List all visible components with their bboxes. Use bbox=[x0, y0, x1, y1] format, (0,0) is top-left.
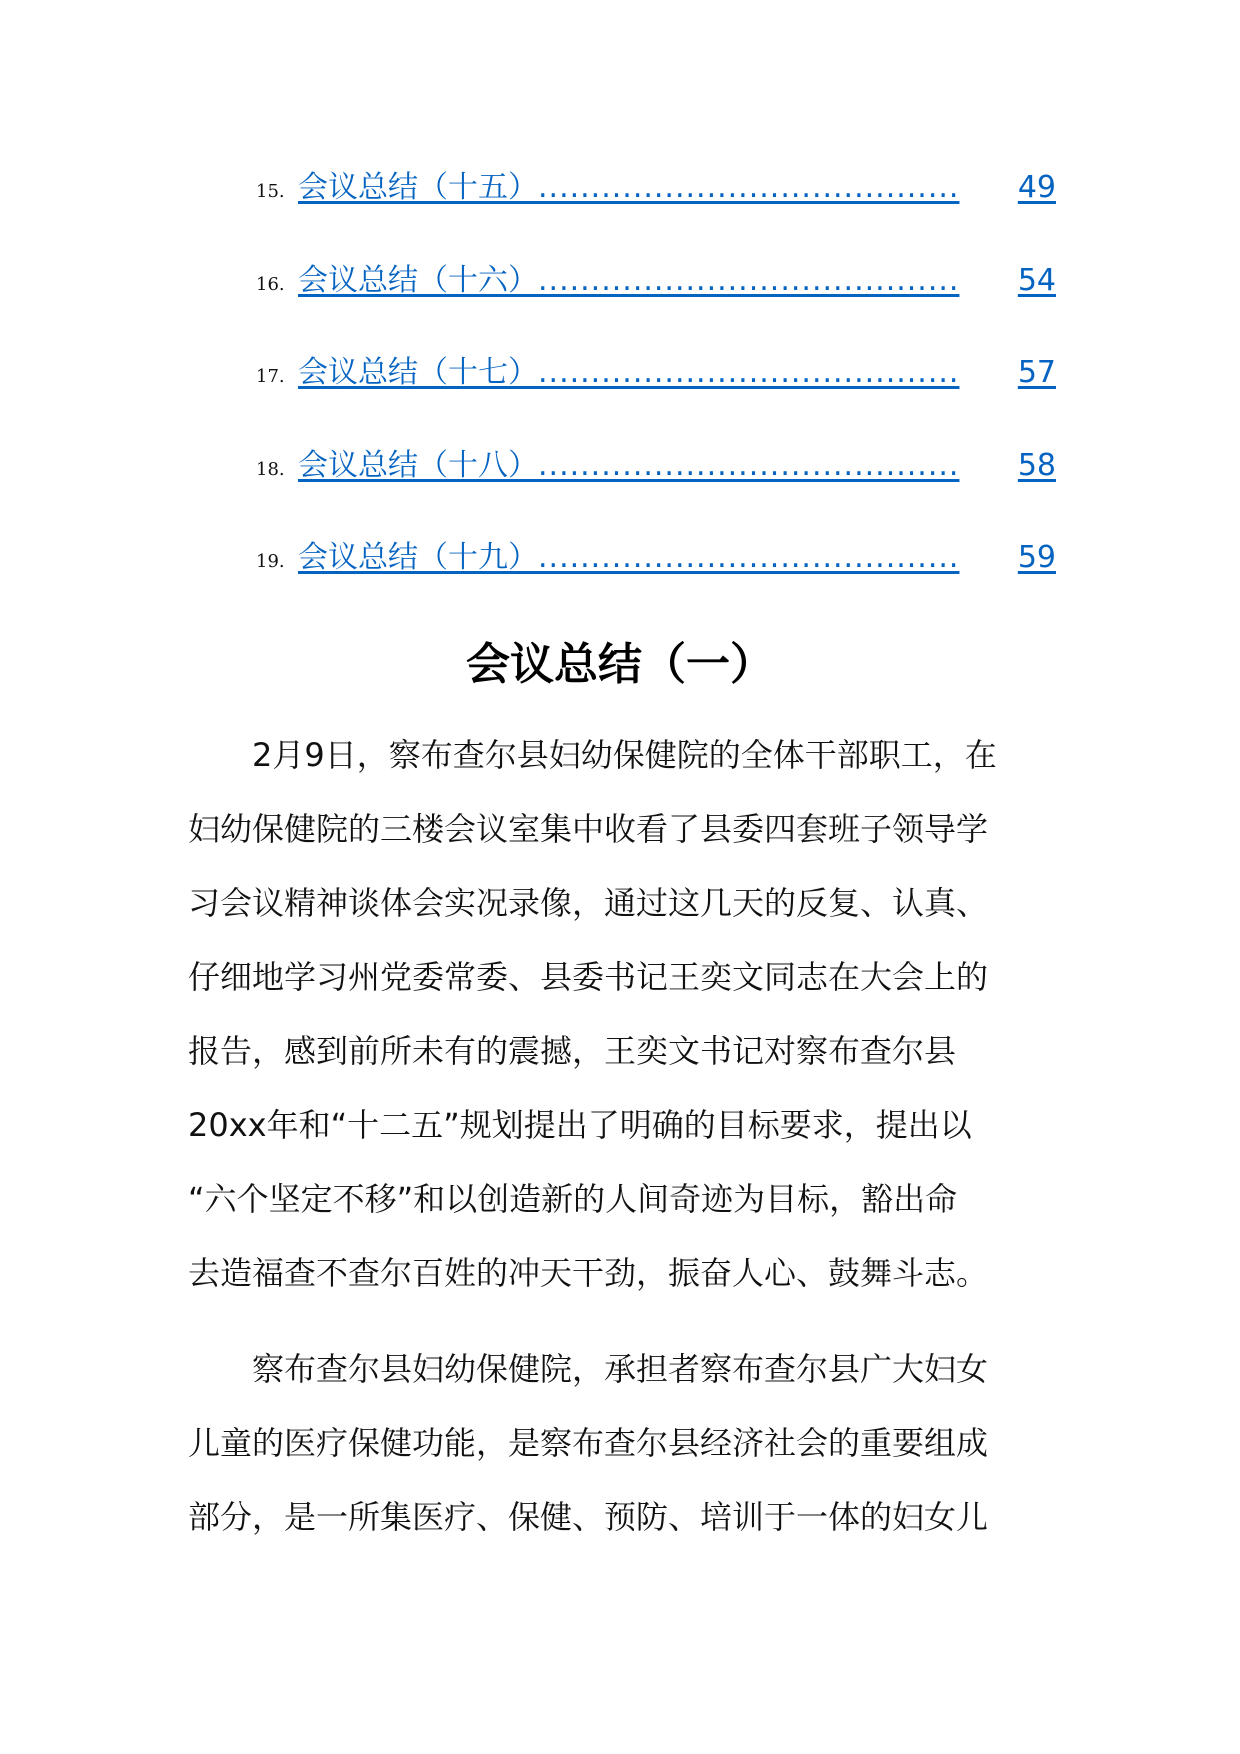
toc-leader-dots[interactable]: ........................................ bbox=[538, 262, 960, 298]
toc-page-number[interactable]: 54 bbox=[1017, 262, 1056, 298]
toc-leader-dots[interactable]: ........................................ bbox=[538, 170, 960, 205]
toc-entry-title[interactable]: 会议总结（十五） bbox=[298, 170, 538, 205]
toc-entry-title[interactable]: 会议总结（十六） bbox=[298, 262, 538, 298]
section-title: 会议总结（一） bbox=[466, 639, 774, 690]
body-paragraph-2: 察布查尔县妇幼保健院，承担者察布查尔县广大妇女 儿童的医疗保健功能，是察布查尔县经济社会的重要组成 部分，是一所集医疗、保健、预防、培训于一体的妇女儿 bbox=[188, 1350, 989, 1536]
toc-entry-number: 17. bbox=[256, 366, 285, 387]
toc-page-number[interactable]: 49 bbox=[1017, 170, 1056, 205]
toc-entry-title[interactable]: 会议总结（十七） bbox=[298, 355, 538, 390]
toc-link-17[interactable] bbox=[298, 347, 1056, 391]
toc-entry-number: 16. bbox=[256, 273, 285, 295]
toc-link-16[interactable] bbox=[298, 255, 1056, 299]
toc-page-number[interactable]: 58 bbox=[1017, 447, 1056, 483]
toc-entry-title[interactable]: 会议总结（十八） bbox=[298, 447, 538, 483]
toc-leader-dots[interactable]: ........................................ bbox=[538, 355, 960, 390]
toc-entry-19 bbox=[256, 532, 1056, 625]
toc-entry-number: 19. bbox=[256, 551, 285, 572]
toc-page-number[interactable]: 59 bbox=[1017, 540, 1056, 575]
toc-entry-16 bbox=[256, 255, 1056, 348]
body-paragraph-1: 2月9日，察布查尔县妇幼保健院的全体干部职工，在 妇幼保健院的三楼会议室集中收看了县委四套班子领导学 习会议精神谈体会实况录像，通过这几天的反复、认真、 仔细地学习州党委常委、县委书记王奕文同志在大会上的 报告，感到前所未有的震撼，王奕文书记对察布查尔县 20xx年和“十二五”规划提出了明确的目标要求，提出以 “六个坚定不移”和以创造新的人间奇迹为目标，豁出命 去造福查不查尔百姓的冲天干劲，振奋人心、鼓舞斗志。 bbox=[188, 736, 997, 1292]
toc-entry-17 bbox=[256, 347, 1056, 440]
toc-entry-title[interactable]: 会议总结（十九） bbox=[298, 540, 538, 575]
toc-entry-18 bbox=[256, 440, 1056, 533]
toc-entry-15 bbox=[256, 162, 1056, 255]
toc-link-18[interactable] bbox=[298, 440, 1056, 484]
toc-entry-number: 18. bbox=[256, 458, 285, 480]
toc-entry-number: 15. bbox=[256, 181, 285, 202]
toc-leader-dots[interactable]: ........................................ bbox=[538, 447, 960, 483]
table-of-contents bbox=[256, 162, 1056, 625]
toc-link-19[interactable] bbox=[298, 532, 1056, 576]
toc-leader-dots[interactable]: ........................................ bbox=[538, 540, 960, 575]
toc-page-number[interactable]: 57 bbox=[1017, 355, 1056, 390]
toc-link-15[interactable] bbox=[298, 162, 1056, 206]
